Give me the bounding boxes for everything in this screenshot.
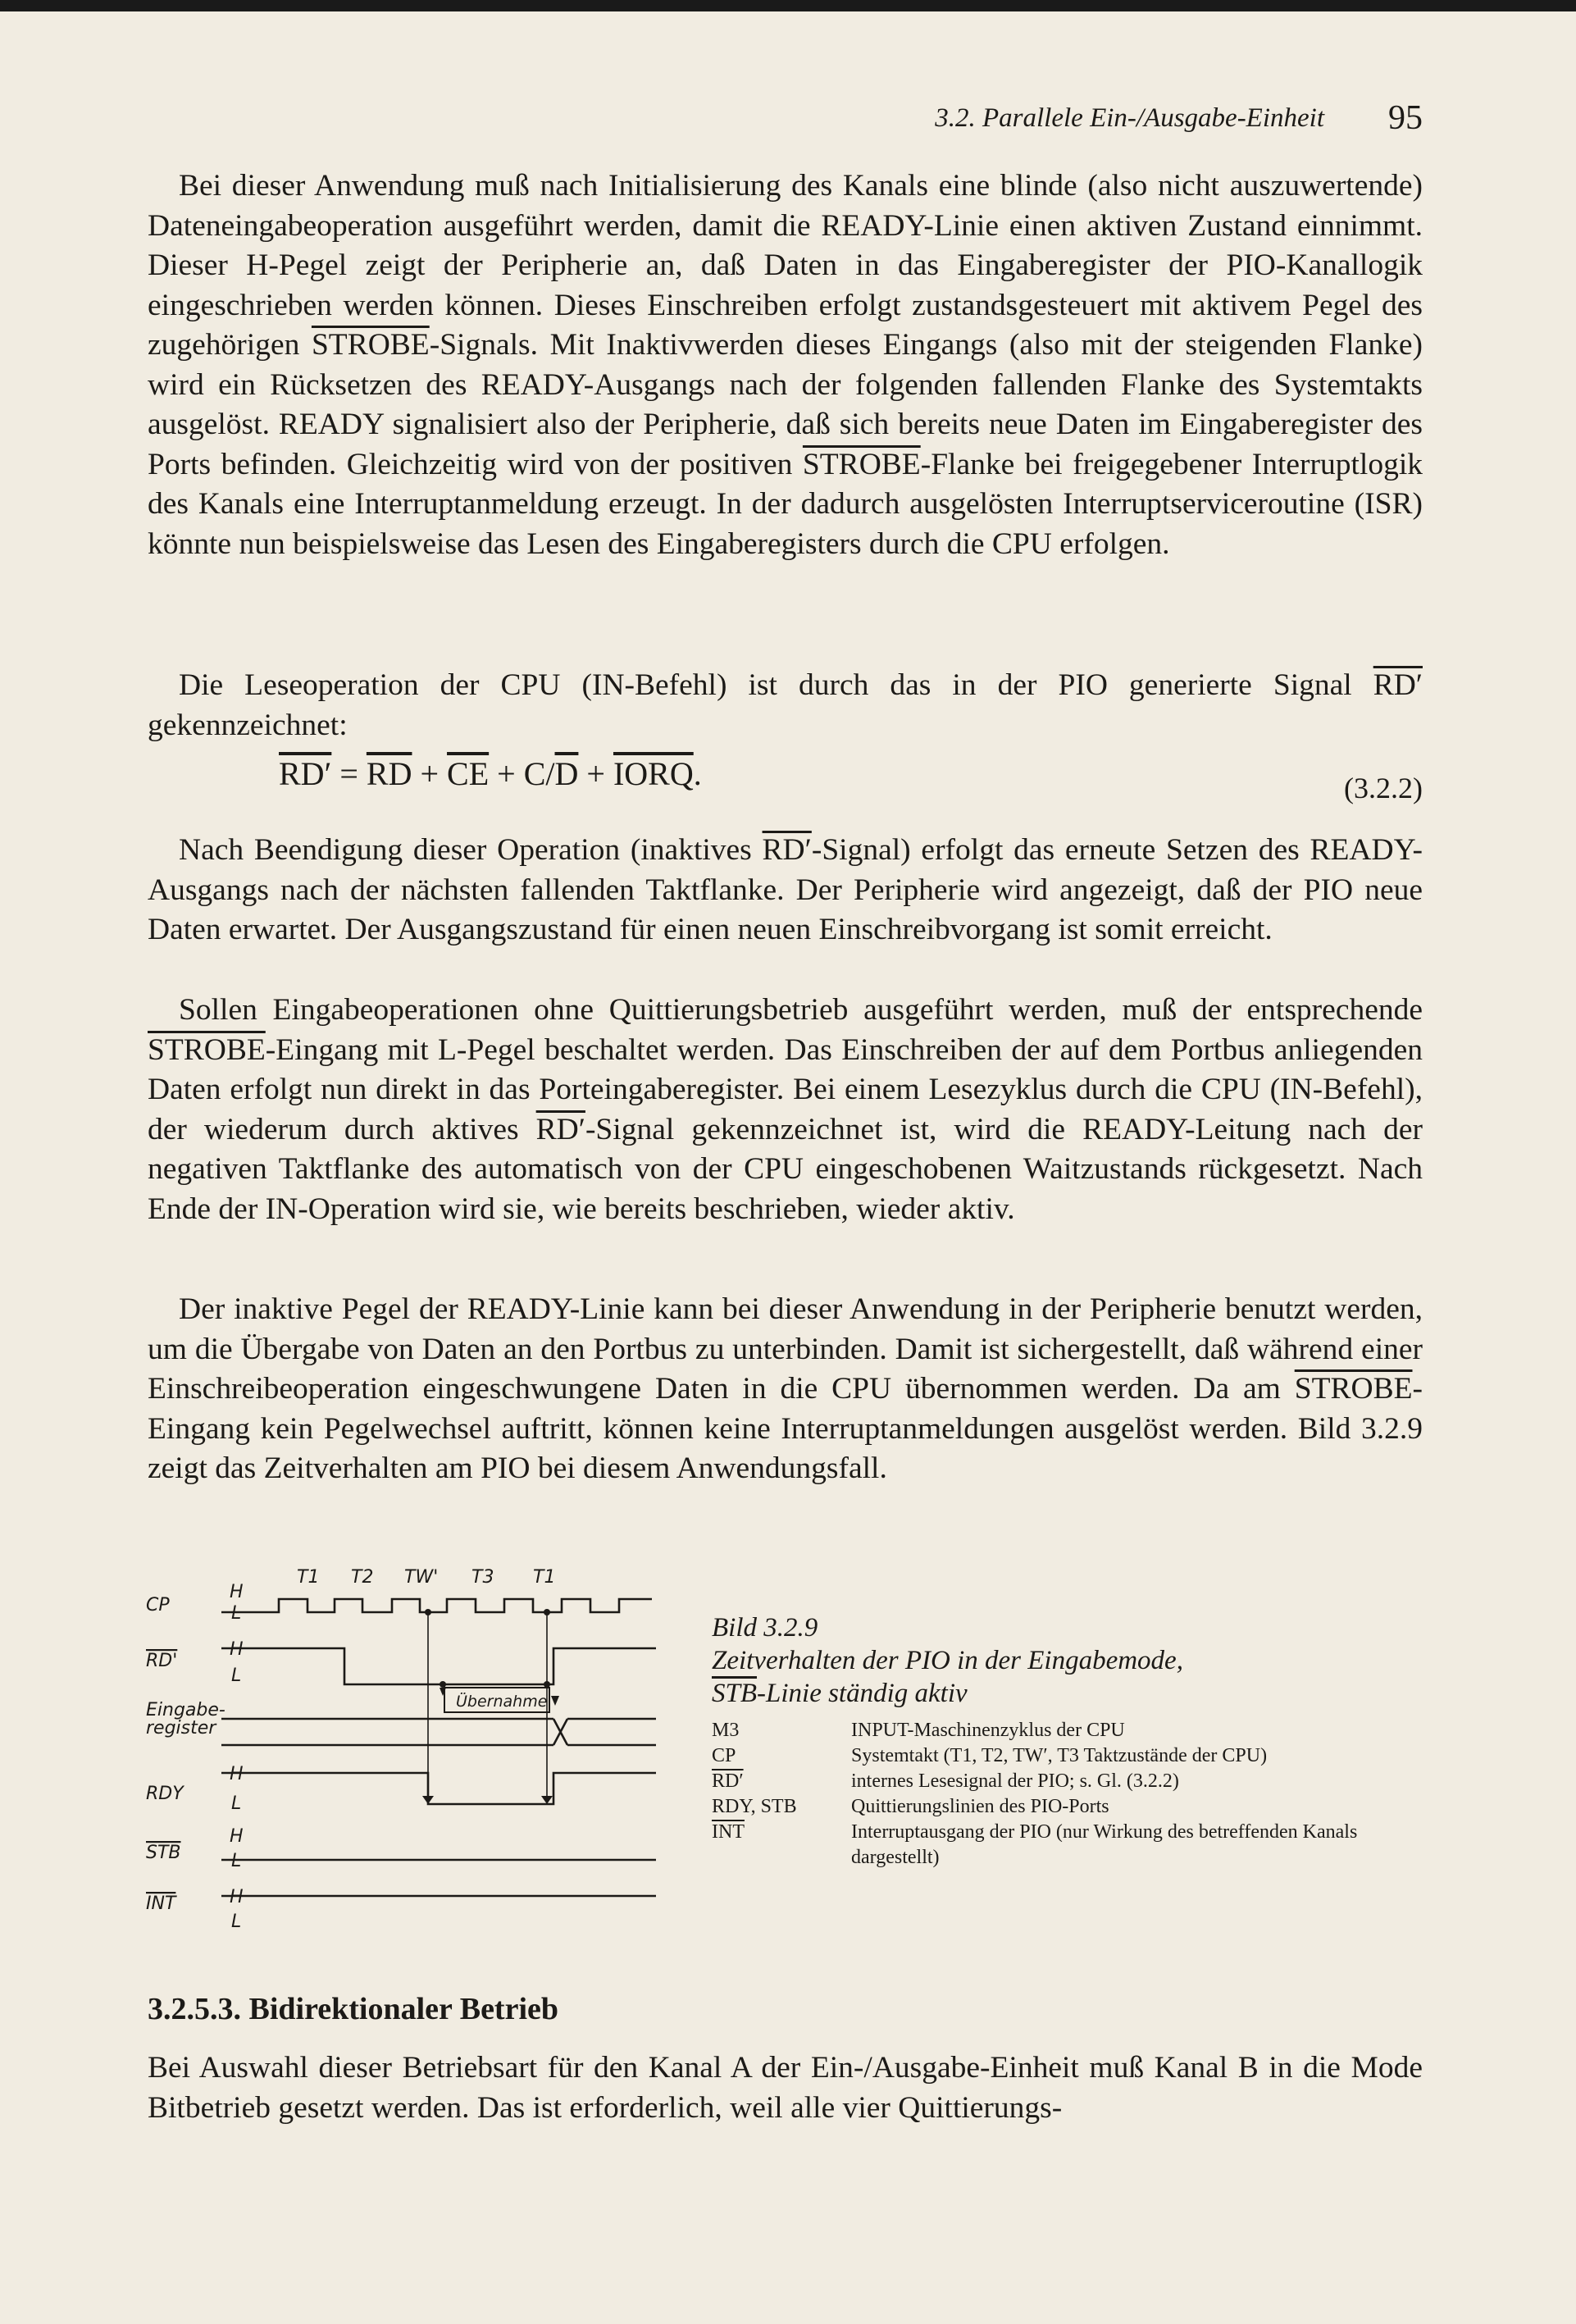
figure-title-line-2 [712,1677,1425,1710]
overlined-text: STROBE [1294,1372,1413,1406]
legend-key [712,1820,851,1871]
paragraph-2 [148,666,1423,745]
overlined-text: RD′ [1373,668,1423,702]
text-run: + C/ [489,755,555,792]
arrow-1 [422,1796,434,1804]
text-run: gekennzeichnet: [148,708,348,742]
node-4 [544,1681,550,1688]
signal-int: INT [146,1893,176,1914]
running-head-title: 3.2. Parallele Ein-/Ausgabe-Einheit [935,103,1324,133]
figure-number: Bild 3.2.9 [712,1613,818,1643]
legend-row [712,1718,1425,1743]
takeover-label: Übernahme [456,1693,548,1711]
legend-row [712,1820,1425,1871]
level-stb-l: L [231,1851,242,1871]
figure-title-line-1: Zeitverhalten der PIO in der Eingabemode, [712,1646,1183,1675]
arrow-4 [551,1696,559,1706]
level-cp-l: L [231,1603,242,1624]
timing-diagram [139,1558,681,1935]
state-label-1: T1 [297,1567,320,1588]
state-label-3: TW' [404,1567,439,1588]
signal-stb: STB [146,1843,181,1863]
legend-key-text: $\overline{INT}$ [712,1821,745,1843]
legend-key [712,1769,851,1794]
paragraph-6-text [148,2048,1423,2128]
section-heading: 3.2.5.3. Bidirektionaler Betrieb [148,1992,559,2026]
text-run: -Eingang mit L-Pegel beschaltet werden. Das Einschreiben der auf dem Portbus anliegenden Daten erfolgt nun direkt in das Porteingaberegister. Bei einem Lesezyklus durch die CPU (IN-Befehl), der wiederum durch aktives [148,1032,1423,1146]
level-int-l: L [231,1912,242,1932]
equation-number: (3.2.2) [1344,772,1423,804]
figure-caption [712,1611,1425,1871]
paragraph-4 [148,991,1423,1229]
text-run: + [412,755,448,792]
overlined-text: $\overline{D}$ [554,755,579,792]
level-rd-l: L [231,1666,242,1686]
level-rdy-h: H [230,1764,244,1784]
legend-key: RDY, STB [712,1796,797,1817]
figure-title-suffix: -Linie ständig aktiv [757,1679,968,1708]
level-cp-h: H [230,1582,244,1602]
page-edge [0,0,1576,11]
overlined-text: STROBE [148,1032,266,1067]
overlined-text: RD′ [762,833,812,867]
legend-value: Systemtakt (T1, T2, TW′, T3 Taktzustände der CPU) [851,1745,1268,1766]
legend-value: INPUT-Maschinenzyklus der CPU [851,1720,1125,1741]
text-run: + [578,755,613,792]
overlined-text: RD′ [535,1112,585,1146]
level-int-h: H [230,1887,244,1907]
signal-register: Eingabe- [146,1700,225,1720]
paragraph-1-text [148,166,1423,564]
rd-waveform [221,1648,656,1684]
overlined-text: IORQ [613,755,694,792]
legend-row [712,1794,1425,1820]
paragraph-2-text [148,666,1423,745]
legend-row [712,1743,1425,1769]
node-1 [425,1609,431,1615]
legend-value: Interruptausgang der PIO (nur Wirkung des betreffenden Kanals dargestellt) [851,1821,1358,1868]
figure-title-stb: $\overline{STB}$ [712,1679,758,1708]
paragraph-3 [148,831,1423,950]
paragraph-6 [148,2048,1423,2128]
overlined-text: STROBE [311,328,430,362]
cp-waveform [221,1599,652,1612]
level-rdy-l: L [231,1793,242,1814]
state-label-2: T2 [351,1567,374,1588]
state-label-5: T1 [533,1567,556,1588]
rdy-waveform [221,1773,656,1804]
text-run: Bei dieser Anwendung muß nach Initialisierung des Kanals eine blinde (also nicht auszuwertende) Dateneingabeoperation ausgeführt werden, damit die READY-Linie einen aktiven Zustand einnimmt. Dieser H-Pegel zeigt der Peripherie an, daß Daten in das Eingaberegister der PIO-Kanallogik eingeschrieben werden können. Dieses Einschreiben erfolgt zustandsgesteuert mit aktivem Pegel des zugehörigen [148,169,1423,362]
running-head [148,98,1423,139]
text-run: Bei Auswahl dieser Betriebsart für den Kanal A der Ein-/Ausgabe-Einheit muß Kanal B in die Mode Bitbetrieb gesetzt werden. Das ist erforderlich, weil alle vier Quittierungs- [148,2051,1423,2125]
overlined-text: RD′ [279,755,332,792]
text-run: -Eingang kein Pegelwechsel auftritt, können keine Interruptanmeldungen ausgelöst werden. Bild 3.2.9 zeigt das Zeitverhalten am PIO bei diesem Anwendungsfall. [148,1372,1423,1485]
node-3 [440,1681,446,1688]
legend-key-text: RD′ [712,1770,744,1792]
legend-key: CP [712,1745,736,1766]
text-run: Der inaktive Pegel der READY-Linie kann bei dieser Anwendung in der Peripherie benutzt werden, um die Übergabe von Daten an den Portbus zu unterbinden. Damit ist sichergestellt, daß während einer Einschreibeoperation eingeschwungene Daten in die CPU übernommen werden. Da am [148,1292,1423,1406]
paragraph-5-text [148,1290,1423,1489]
page-number: 95 [1388,99,1423,137]
legend-value: internes Lesesignal der PIO; s. Gl. (3.2.2) [851,1770,1179,1792]
text-run: -Flanke bei freigegebener Interruptlogik des Kanals eine Interruptanmeldung erzeugt. In der dadurch ausgelösten Interruptserviceroutine (ISR) könnte nun beispielsweise das Lesen des Eingaberegisters durch die CPU erfolgen. [148,447,1423,561]
paragraph-4-text [148,991,1423,1229]
overlined-text: $\overline{RD}$ [366,755,412,792]
signal-register-2: register [146,1718,216,1738]
arrow-2 [541,1796,553,1804]
text-run: . [693,755,702,792]
overlined-text: STROBE [802,447,921,481]
text-run: -Signal) erfolgt das erneute Setzen des READY-Ausgangs nach der nächsten fallenden Taktflanke. Der Peripherie wird angezeigt, daß der PIO neue Daten erwartet. Der Ausgangszustand für einen neuen Einschreibvorgang ist somit erreicht. [148,833,1423,946]
text-run: Sollen Eingabeoperationen ohne Quittierungsbetrieb ausgeführt werden, muß der entsprechende [179,993,1423,1027]
text-run: = [331,755,367,792]
state-label-4: T3 [471,1567,494,1588]
signal-rd: RD' [146,1651,178,1671]
text-run: Die Leseoperation der CPU (IN-Befehl) ist durch das in der PIO generierte Signal [179,668,1373,702]
legend-key: M3 [712,1720,740,1741]
node-2 [544,1609,550,1615]
legend-row [712,1769,1425,1794]
equation [279,754,702,793]
signal-rdy: RDY [146,1784,184,1804]
paragraph-1 [148,166,1423,564]
text-run: -Signal gekennzeichnet ist, wird die READY-Leitung nach der negativen Taktflanke des automatisch von der CPU eingeschobenen Waitzustands rückgesetzt. Nach Ende der IN-Operation wird sie, wie bereits beschrieben, wieder aktiv. [148,1112,1423,1226]
level-rd-h: H [230,1639,244,1660]
text-run: -Signals. Mit Inaktivwerden dieses Eingangs (also mit der steigenden Flanke) wird ein Rücksetzen des READY-Ausgangs nach der folgenden fallenden Flanke des Systemtakts ausgelöst. READY signalisiert also der Peripherie, daß sich bereits neue Daten im Eingaberegister des Ports befinden. Gleichzeitig wird von der positiven [148,328,1423,481]
legend-value: Quittierungslinien des PIO-Ports [851,1796,1109,1817]
overlined-text: $\overline{CE}$ [447,755,490,792]
signal-cp: CP [146,1595,170,1615]
figure-legend [712,1718,1425,1871]
paragraph-5 [148,1290,1423,1489]
paragraph-3-text [148,831,1423,950]
text-run: Nach Beendigung dieser Operation (inaktives [179,833,763,867]
level-stb-h: H [230,1826,244,1847]
